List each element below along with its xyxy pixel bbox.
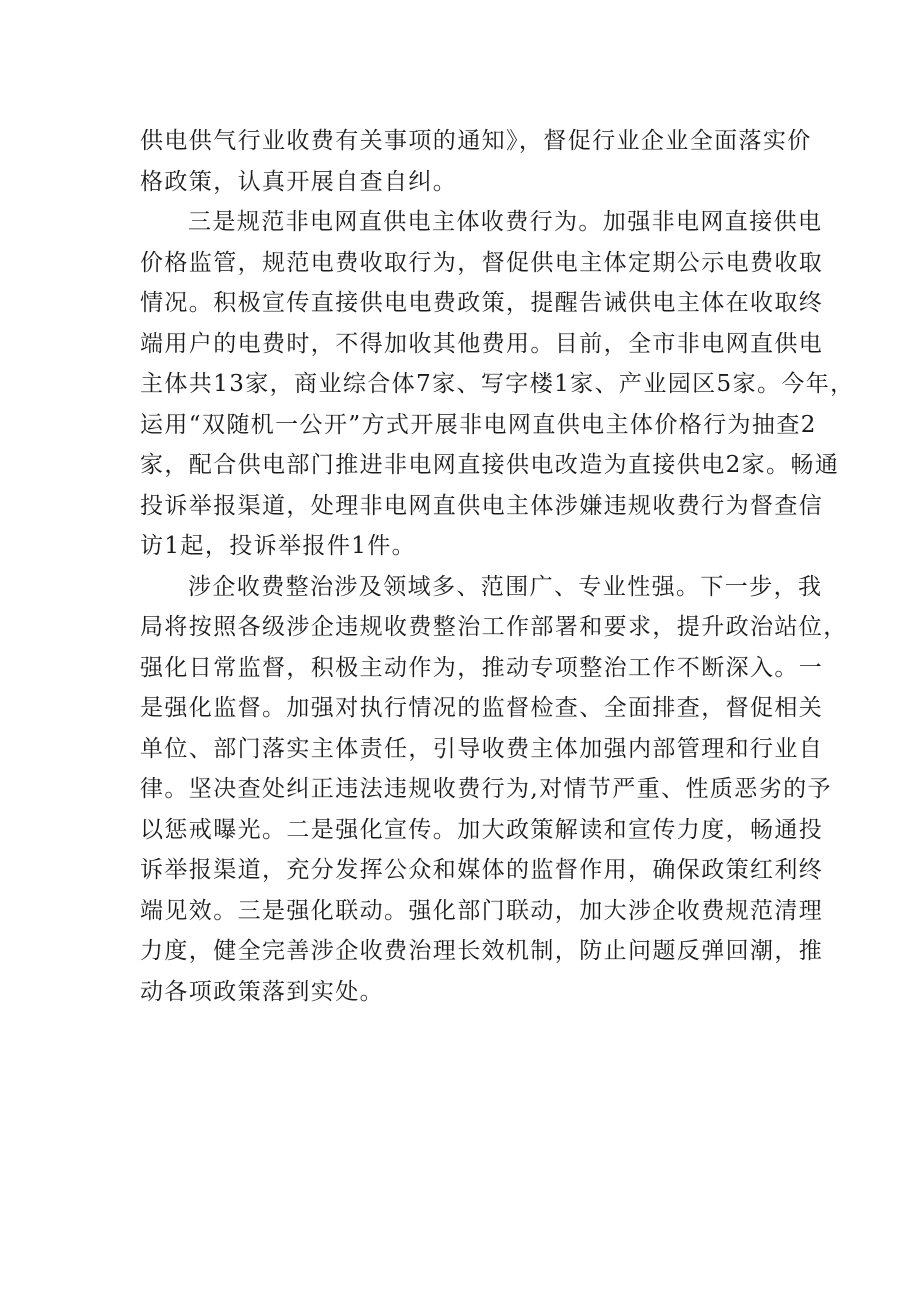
text-line: 运用“双随机一公开”方式开展非电网直供电主体价格行为抽查2 <box>140 411 817 438</box>
paragraph-non-grid-power-supply <box>140 202 855 567</box>
text-line: 供电供气行业收费有关事项的通知》，督促行业企业全面落实价 <box>140 128 812 154</box>
paragraph-notice-continuation <box>140 121 812 202</box>
text-line: 单位、部门落实主体责任，引导收费主体加强内部管理和行业自 <box>140 735 824 762</box>
text-line: 律。坚决查处纠正违法违规收费行为,对情节严重、性质恶劣的予 <box>140 776 832 802</box>
text-line: 情况。积极宣传直接供电电费政策，提醒告诫供电主体在收取终 <box>140 290 824 316</box>
text-line: 价格监管，规范电费收取行为，督促供电主体定期公示电费收取 <box>140 249 824 276</box>
paragraph-next-steps <box>140 567 848 1013</box>
text-line: 强化日常监督，积极主动作为，推动专项整治工作不断深入。一 <box>140 654 824 681</box>
text-line: 动各项政策落到实处。 <box>140 978 384 1005</box>
text-line: 局将按照各级涉企违规收费整治工作部署和要求，提升政治站位， <box>140 614 848 640</box>
text-line: 格政策，认真开展自查自纠。 <box>140 168 458 195</box>
text-line: 以惩戒曝光。二是强化宣传。加大政策解读和宣传力度，畅通投 <box>140 816 824 843</box>
text-line: 投诉举报渠道，处理非电网直供电主体涉嫌违规收费行为督查信 <box>140 492 824 519</box>
text-line: 端用户的电费时，不得加收其他费用。目前，全市非电网直供电 <box>140 330 824 357</box>
text-line: 主体共13家，商业综合体7家、写字楼1家、产业园区5家。今年， <box>140 371 855 397</box>
text-line: 访1起，投诉举报件1件。 <box>140 533 417 559</box>
text-line: 力度，健全完善涉企收费治理长效机制，防止问题反弹回潮，推 <box>140 938 824 964</box>
text-line: 涉企收费整治涉及领域多、范围广、专业性强。下一步，我 <box>188 573 823 600</box>
text-line: 端见效。三是强化联动。强化部门联动，加大涉企收费规范清理 <box>140 897 824 924</box>
text-line: 是强化监督。加强对执行情况的监督检查、全面排查，督促相关 <box>140 695 824 721</box>
document-body <box>140 121 855 1012</box>
text-line: 诉举报渠道，充分发挥公众和媒体的监督作用，确保政策红利终 <box>140 857 824 883</box>
text-line: 三是规范非电网直供电主体收费行为。加强非电网直接供电 <box>188 209 823 235</box>
text-line: 家，配合供电部门推进非电网直接供电改造为直接供电2家。畅通 <box>140 452 840 478</box>
